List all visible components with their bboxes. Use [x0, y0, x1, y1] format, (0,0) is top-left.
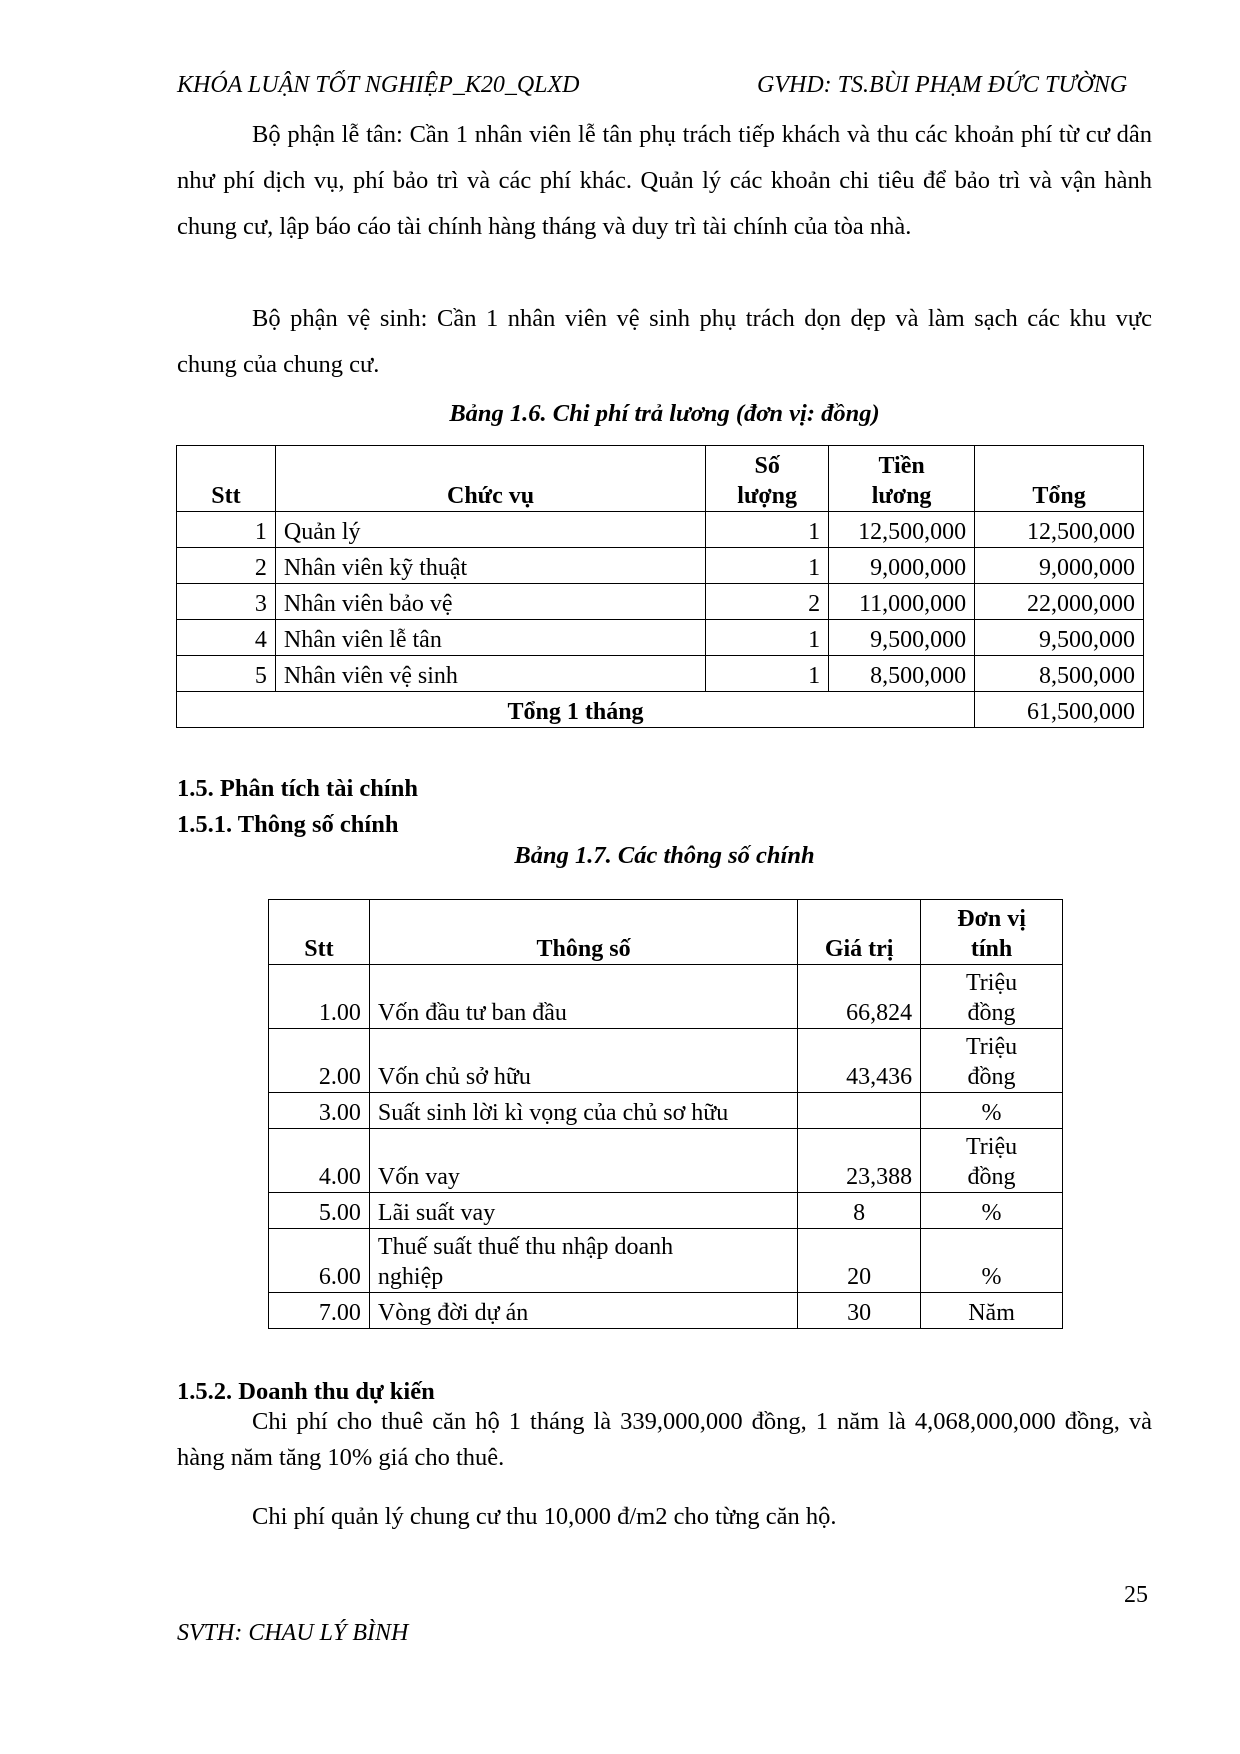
table-row	[177, 548, 1144, 584]
cell-stt: 3.00	[269, 1093, 370, 1129]
cell-stt: 5	[177, 656, 276, 692]
th-gia-tri: Giá trị	[798, 900, 921, 965]
header-right: GVHD: TS.BÙI PHẠM ĐỨC TƯỜNG	[757, 72, 1128, 98]
cell-don-vi: %	[921, 1193, 1063, 1229]
cell-chuc-vu: Nhân viên kỹ thuật	[275, 548, 705, 584]
cell-tien-luong: 12,500,000	[829, 512, 975, 548]
cell-thong-so: Vốn chủ sở hữu	[369, 1029, 797, 1093]
table-row	[269, 1229, 1063, 1293]
cell-don-vi: %	[921, 1093, 1063, 1129]
th-so-luong-1: Số	[754, 453, 780, 479]
table-row	[177, 620, 1144, 656]
section-heading-1-5: 1.5. Phân tích tài chính	[177, 775, 418, 802]
cell-don-vi-2: đồng	[967, 1000, 1016, 1026]
cell-don-vi	[921, 1029, 1063, 1093]
cell-thong-so	[369, 1229, 797, 1293]
section-heading-1-5-2: 1.5.2. Doanh thu dự kiến	[177, 1378, 435, 1405]
th-chuc-vu: Chức vụ	[275, 446, 705, 512]
cell-stt: 4.00	[269, 1129, 370, 1193]
th-stt: Stt	[269, 900, 370, 965]
th-don-vi-2: tính	[970, 936, 1013, 962]
cell-thong-so-1: Thuế suất thuế thu nhập doanh	[377, 1234, 674, 1260]
cell-tong: 22,000,000	[975, 584, 1144, 620]
th-tien-luong-1: Tiền	[878, 453, 925, 479]
cell-gia-tri: 8	[798, 1193, 921, 1229]
paragraph-revenue-1: Chi phí cho thuê căn hộ 1 tháng là 339,000,000 đồng, 1 năm là 4,068,000,000 đồng, và hàng năm tăng 10% giá cho thuê.	[177, 1408, 1152, 1471]
th-thong-so: Thông số	[369, 900, 797, 965]
th-so-luong-2: lượng	[737, 483, 798, 509]
cell-chuc-vu: Nhân viên bảo vệ	[275, 584, 705, 620]
cell-gia-tri: 43,436	[798, 1029, 921, 1093]
cell-tien-luong: 8,500,000	[829, 656, 975, 692]
cell-don-vi: %	[921, 1229, 1063, 1293]
table-salary	[176, 445, 1144, 728]
cell-chuc-vu: Nhân viên vệ sinh	[275, 656, 705, 692]
cell-tong: 12,500,000	[975, 512, 1144, 548]
paragraph-le-tan: Bộ phận lễ tân: Cần 1 nhân viên lễ tân phụ trách tiếp khách và thu các khoản phí từ cư dân như phí dịch vụ, phí bảo trì và các phí khác. Quản lý các khoản chi tiêu để bảo trì và vận hành chung cư, lập báo cáo tài chính hàng tháng và duy trì tài chính của tòa nhà.	[177, 121, 1152, 240]
th-don-vi	[921, 900, 1063, 965]
cell-chuc-vu: Quản lý	[275, 512, 705, 548]
th-don-vi-1: Đơn vị	[957, 906, 1026, 932]
table-row	[177, 512, 1144, 548]
cell-stt: 2.00	[269, 1029, 370, 1093]
cell-stt: 5.00	[269, 1193, 370, 1229]
cell-thong-so: Suất sinh lời kì vọng của chủ sơ hữu	[369, 1093, 797, 1129]
cell-tong: 8,500,000	[975, 656, 1144, 692]
table-row	[269, 965, 1063, 1029]
cell-so-luong: 1	[706, 548, 829, 584]
table-row	[269, 1093, 1063, 1129]
cell-thong-so: Vòng đời dự án	[369, 1293, 797, 1329]
table-row	[269, 1293, 1063, 1329]
paragraph-ve-sinh: Bộ phận vệ sinh: Cần 1 nhân viên vệ sinh phụ trách dọn dẹp và làm sạch các khu vực chung của chung cư.	[177, 305, 1152, 378]
table-row	[269, 1193, 1063, 1229]
total-value: 61,500,000	[975, 692, 1144, 728]
cell-stt: 7.00	[269, 1293, 370, 1329]
paragraph-revenue-2: Chi phí quản lý chung cư thu 10,000 đ/m2 cho từng căn hộ.	[252, 1503, 837, 1530]
cell-so-luong: 1	[706, 512, 829, 548]
cell-tong: 9,500,000	[975, 620, 1144, 656]
cell-chuc-vu: Nhân viên lễ tân	[275, 620, 705, 656]
cell-don-vi	[921, 965, 1063, 1029]
table16-caption: Bảng 1.6. Chi phí trả lương (đơn vị: đồng)	[449, 400, 880, 427]
cell-tien-luong: 11,000,000	[829, 584, 975, 620]
cell-tong: 9,000,000	[975, 548, 1144, 584]
cell-tien-luong: 9,000,000	[829, 548, 975, 584]
cell-don-vi: Năm	[921, 1293, 1063, 1329]
table-row	[269, 1129, 1063, 1193]
table17-caption: Bảng 1.7. Các thông số chính	[514, 842, 815, 869]
cell-don-vi-1: Triệu	[965, 1134, 1018, 1160]
cell-thong-so: Vốn vay	[369, 1129, 797, 1193]
cell-gia-tri	[798, 1093, 921, 1129]
th-tien-luong	[829, 446, 975, 512]
cell-so-luong: 2	[706, 584, 829, 620]
footer-author: SVTH: CHAU LÝ BÌNH	[177, 1620, 409, 1646]
cell-tien-luong: 9,500,000	[829, 620, 975, 656]
th-tien-luong-2: lương	[871, 483, 932, 509]
th-tong: Tổng	[975, 446, 1144, 512]
page-number: 25	[1124, 1582, 1148, 1608]
cell-so-luong: 1	[706, 620, 829, 656]
cell-don-vi-1: Triệu	[965, 970, 1018, 996]
cell-thong-so-2: nghiệp	[377, 1264, 444, 1290]
cell-stt: 6.00	[269, 1229, 370, 1293]
cell-gia-tri: 20	[798, 1229, 921, 1293]
cell-stt: 4	[177, 620, 276, 656]
cell-stt: 3	[177, 584, 276, 620]
cell-don-vi-2: đồng	[967, 1164, 1016, 1190]
table-parameters	[268, 899, 1063, 1329]
header-left: KHÓA LUẬN TỐT NGHIỆP_K20_QLXD	[177, 72, 580, 98]
cell-gia-tri: 30	[798, 1293, 921, 1329]
cell-so-luong: 1	[706, 656, 829, 692]
th-so-luong	[706, 446, 829, 512]
cell-don-vi-2: đồng	[967, 1064, 1016, 1090]
cell-thong-so: Vốn đầu tư ban đầu	[369, 965, 797, 1029]
total-label: Tổng 1 tháng	[177, 692, 975, 728]
cell-don-vi	[921, 1129, 1063, 1193]
cell-gia-tri: 66,824	[798, 965, 921, 1029]
table-row	[177, 656, 1144, 692]
th-stt: Stt	[177, 446, 276, 512]
section-heading-1-5-1: 1.5.1. Thông số chính	[177, 811, 399, 838]
cell-don-vi-1: Triệu	[965, 1034, 1018, 1060]
cell-gia-tri: 23,388	[798, 1129, 921, 1193]
cell-thong-so: Lãi suất vay	[369, 1193, 797, 1229]
cell-stt: 2	[177, 548, 276, 584]
cell-stt: 1	[177, 512, 276, 548]
table-row	[177, 584, 1144, 620]
table-row	[269, 1029, 1063, 1093]
table-total-row	[177, 692, 1144, 728]
cell-stt: 1.00	[269, 965, 370, 1029]
